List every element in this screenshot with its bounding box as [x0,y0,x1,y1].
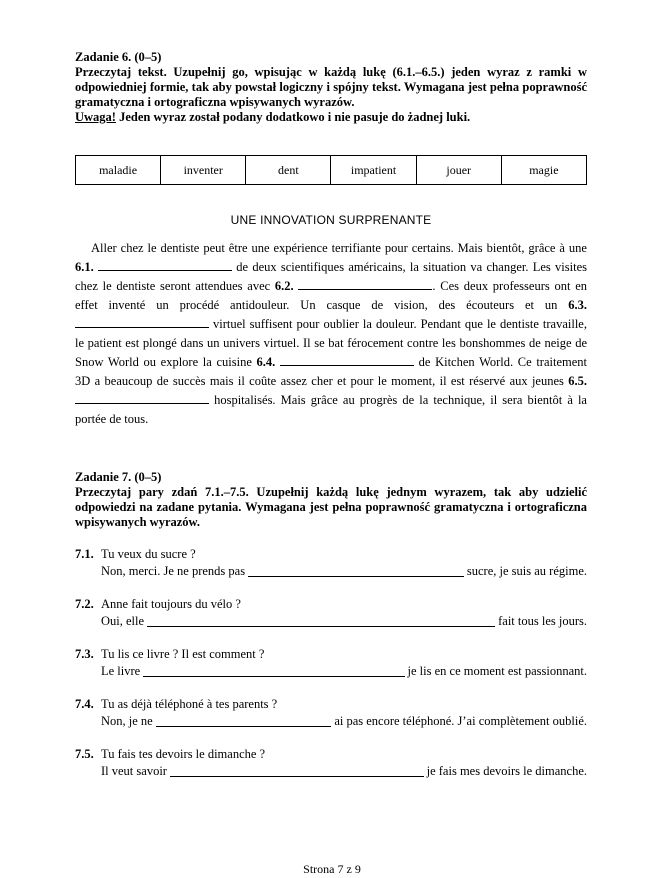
word-cell: magie [501,156,586,185]
task7-instruction: Przeczytaj pary zdań 7.1.–7.5. Uzupełnij każdą lukę jednym wyrazem, tak aby udzielić odpowiedzi na zadane pytania. Wymagana jest pełna poprawność gramatyczna i ortograficzna wpisywanych wyrazów. [75,485,587,529]
story-segment: de Kitchen World. Ce traitement 3D a beaucoup de succès mais il coûte assez cher et pour le moment, il est réservé aux jeunes [75,355,587,388]
gap-6-4-blank[interactable] [280,353,414,366]
answer-before: Non, je ne [101,714,153,728]
word-cell: impatient [331,156,416,185]
item-number: 7.5. [75,747,94,761]
task7-title: Zadanie 7. (0–5) [75,470,162,484]
gap-label-6-3: 6.3. [568,298,587,312]
task6-instruction [75,65,587,125]
gap-6-5-blank[interactable] [75,391,209,404]
word-cell: jouer [416,156,501,185]
story-segment: virtuel suffisent pour oublier la douleur. Pendant que le dentiste travaille, le patient est plongé dans un univers virtuel. Il se bat férocement contre les bonshommes de neige de Snow World ou explore la cuisine [75,317,587,369]
word-cell: dent [246,156,331,185]
answer-before: Le livre [101,664,141,678]
answer-after: je fais mes devoirs le dimanche. [426,764,587,778]
answer-after: je lis en ce moment est passionnant. [407,664,587,678]
story-title: UNE INNOVATION SURPRENANTE [230,213,432,227]
answer-before: Il veut savoir [101,764,167,778]
exercise-item-7-2 [75,596,587,630]
answer-blank[interactable] [143,676,404,677]
gap-label-6-2: 6.2. [274,279,294,293]
answer-before: Oui, elle [101,614,145,628]
answer-blank[interactable] [156,726,332,727]
task6-section [75,50,587,429]
gap-6-2-blank[interactable] [298,277,432,290]
story-segment: . Ces deux professeurs ont en effet inventé un procédé antidouleur. Un casque de vision, des écouteurs et un [75,279,587,312]
gap-label-6-5: 6.5. [568,374,587,388]
exercise-item-7-5 [75,746,587,780]
item-number: 7.2. [75,597,94,611]
item-question: Tu veux du sucre ? [101,547,196,561]
story-segment: de deux scientifiques américains, la situation va changer. Les visites chez le dentiste seront attendues avec [75,260,587,293]
answer-blank[interactable] [147,626,495,627]
gap-6-1-blank[interactable] [98,258,232,271]
story-segment: Aller chez le dentiste peut être une expérience terrifiante pour certains. Mais bientôt, grâce à une [91,241,587,255]
gap-6-3-blank[interactable] [75,315,209,328]
word-cell: inventer [161,156,246,185]
word-box [75,155,587,185]
gap-label-6-1: 6.1. [75,260,94,274]
answer-blank[interactable] [248,576,464,577]
answer-after: fait tous les jours. [498,614,587,628]
item-question: Anne fait toujours du vélo ? [101,597,241,611]
exercise-item-7-3 [75,646,587,680]
item-number: 7.3. [75,647,94,661]
item-number: 7.4. [75,697,94,711]
task7-section [75,470,587,780]
exercise-item-7-1 [75,546,587,580]
item-question: Tu fais tes devoirs le dimanche ? [101,747,266,761]
word-cell: maladie [76,156,161,185]
story-text [75,239,587,429]
story-segment: hospitalisés. Mais grâce au progrès de la technique, il sera bientôt à la portée de tous. [75,393,587,426]
task6-instruction-text: Przeczytaj tekst. Uzupełnij go, wpisując w każdą lukę (6.1.–6.5.) jeden wyraz z ramki w odpowiedniej formie, tak aby powstał logiczny i spójny tekst. Wymagana jest pełna poprawność gramatyczna i ortograficzna wpisywanych wyrazów. [75,65,587,109]
task6-warning-text: Jeden wyraz został podany dodatkowo i nie pasuje do żadnej luki. [115,110,471,124]
exercise-item-7-4 [75,696,587,730]
task6-warning-label: Uwaga! [75,110,116,124]
answer-blank[interactable] [170,776,424,777]
item-question: Tu as déjà téléphoné à tes parents ? [101,697,278,711]
item-number: 7.1. [75,547,94,561]
answer-before: Non, merci. Je ne prends pas [101,564,246,578]
answer-after: ai pas encore téléphoné. J’ai complètement oublié. [334,714,587,728]
page-number: Strona 7 z 9 [303,862,361,876]
item-question: Tu lis ce livre ? Il est comment ? [101,647,265,661]
task6-title: Zadanie 6. (0–5) [75,50,162,64]
gap-label-6-4: 6.4. [256,355,276,369]
answer-after: sucre, je suis au régime. [466,564,587,578]
